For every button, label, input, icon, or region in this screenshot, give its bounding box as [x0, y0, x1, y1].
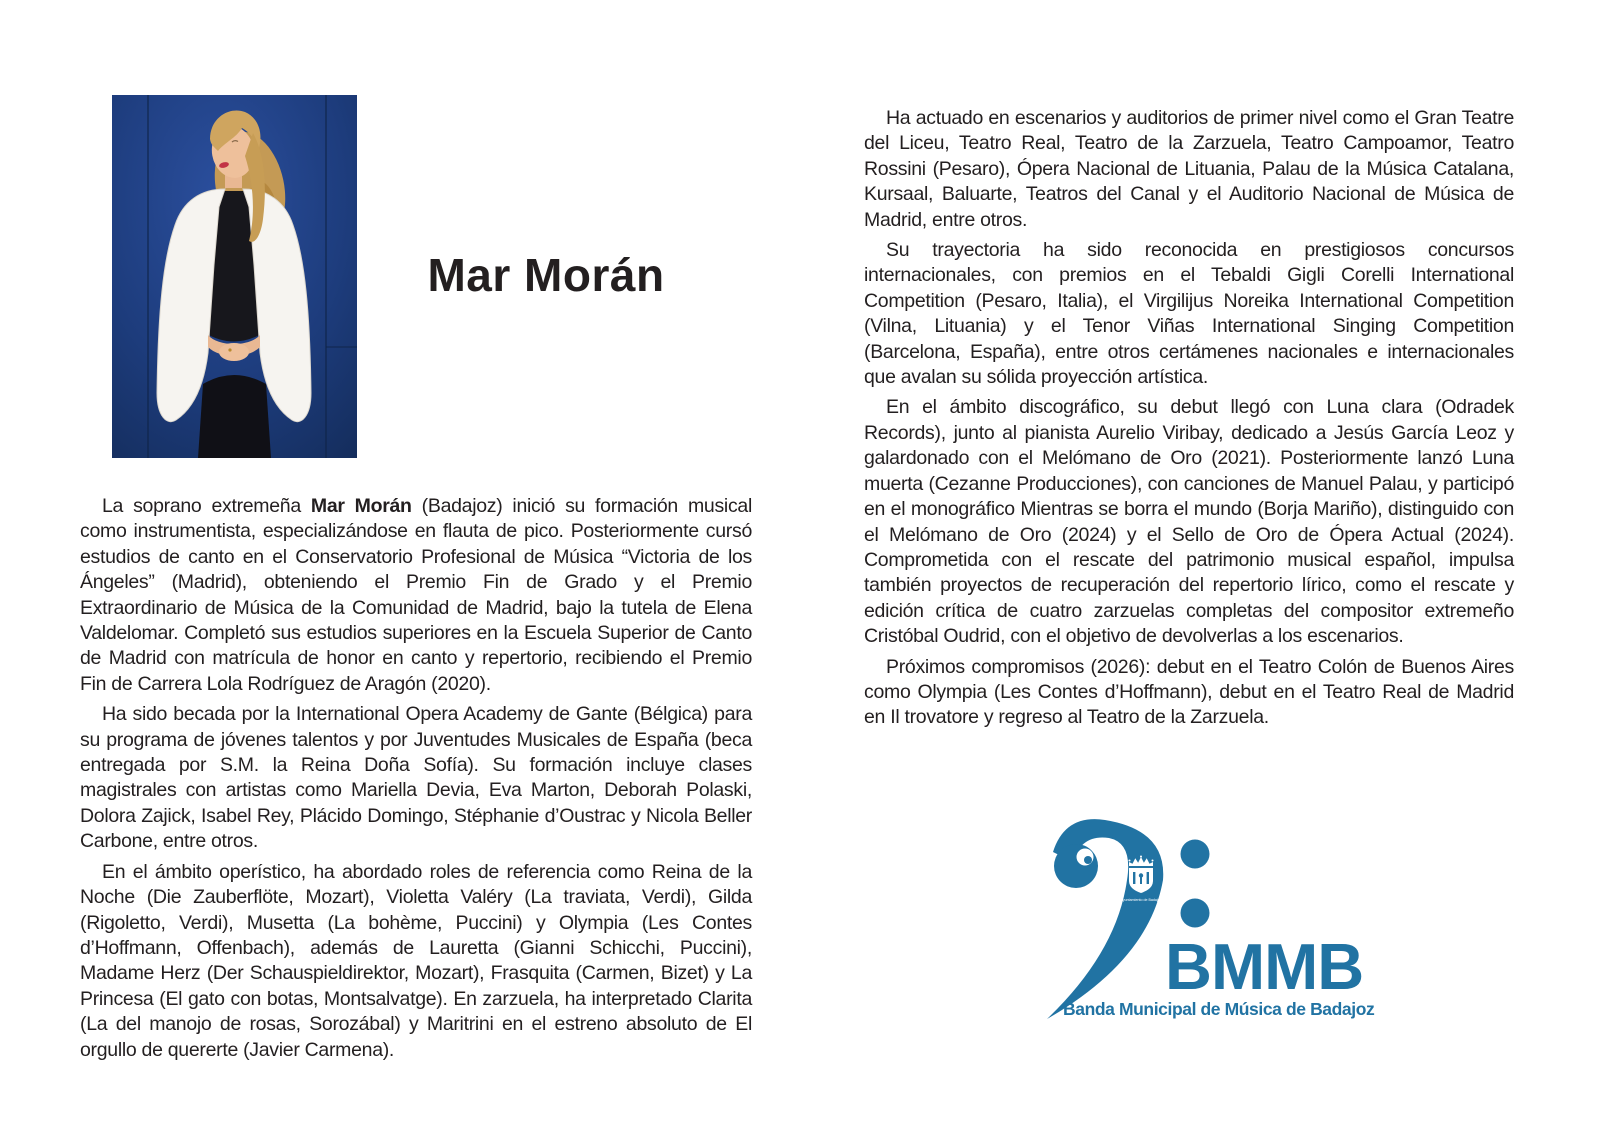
bio-paragraph-4: Ha actuado en escenarios y auditorios de primer nivel como el Gran Teatre del Liceu, Teatro Real, Teatro de la Zarzuela, Teatro Campoamor, Teatro Rossini (Pesaro), Ópera Nacional de Lituania, Palau de la Música Catalana, Kursaal, Baluarte, Teatros del Canal y el Auditorio Nacional de Música de Madrid, entre otros.	[864, 107, 1514, 231]
bio-paragraph-3: En el ámbito operístico, ha abordado roles de referencia como Reina de la Noche (Die Zauberflöte, Mozart), Violetta Valéry (La traviata, Verdi), Gilda (Rigoletto, Verdi), Musetta (La bohème, Puccini) y Olympia (Les Contes d’Hoffmann, Offenbach), además de Lauretta (Gianni Schicchi, Puccini), Madame Herz (Der Schauspieldirektor, Mozart), Frasquita (Carmen, Bizet) y La Princesa (El gato con botas, Montsalvatge). En zarzuela, ha interpretado Clarita (La del manojo de rosas, Sorozábal) y Maritrini en el estreno absoluto de El orgullo de quererte (Javier Carmena).	[80, 860, 752, 1061]
page-title: Mar Morán	[427, 249, 665, 301]
bio-p1-lead: La soprano extremeña	[102, 495, 311, 517]
bio-paragraph-7: Próximos compromisos (2026): debut en el Teatro Colón de Buenos Aires como Olympia (Les Contes d’Hoffmann), debut en el Teatro Real de Madrid en Il trovatore y regreso al Teatro de la Zarzuela.	[864, 655, 1514, 729]
clef-dot-top	[1181, 840, 1210, 869]
bio-paragraph-1	[80, 494, 752, 697]
bio-paragraph-6: En el ámbito discográfico, su debut llegó con Luna clara (Odradek Records), junto al pianista Aurelio Viribay, dedicado a Jesús García Leoz y galardonado con el Melómano de Oro (2021). Posteriormente lanzó Luna muerta (Cezanne Producciones), con canciones de Manuel Palau, y participó en el monográfico Mientras se borra el mundo (Borja Mariño), distinguido con el Melómano de Oro (2024) y el Sello de Oro de Ópera Actual (2024). Comprometida con el rescate del patrimonio musical español, impulsa también proyectos de recuperación del repertorio lírico, como el rescate y edición crítica de cuatro zarzuelas completas del compositor extremeño Cristóbal Oudrid, con el objetivo de devolverlas a los escenarios.	[864, 396, 1514, 648]
logo-acronym: BMMB	[1165, 930, 1364, 1003]
artist-name-bold: Mar Morán	[310, 495, 412, 517]
crest-caption: Ayuntamiento de Badajoz	[1120, 898, 1162, 902]
right-column	[864, 106, 1514, 736]
left-column	[80, 494, 752, 1068]
bio-paragraph-2: Ha sido becada por la International Opera Academy de Gante (Bélgica) para su programa de jóvenes talentos y por Juventudes Musicales de España (beca entregada por S.M. la Reina Doña Sofía). Su formación incluye clases magistrales con artistas como Mariella Devia, Eva Marton, Deborah Polaski, Dolora Zajick, Isabel Rey, Plácido Domingo, Stéphanie d’Oustrac y Nicola Beller Carbone, entre otros.	[80, 703, 752, 853]
artist-photo	[112, 95, 357, 458]
bmmb-logo	[1037, 816, 1457, 1046]
bio-p1-rest: (Badajoz) inició su formación musical como instrumentista, especializándose en flauta de pico. Posteriormente cursó estudios de canto en el Conservatorio Profesional de Música “Victoria de los Ángeles” (Madrid), obteniendo el Premio Fin de Grado y el Premio Extraordinario de Música de la Comunidad de Madrid, bajo la tutela de Elena Valdelomar. Completó sus estudios superiores en la Escuela Superior de Canto de Madrid con matrícula de honor en canto y repertorio, recibiendo el Premio Fin de Carrera Lola Rodríguez de Aragón (2020).	[80, 495, 752, 695]
logo-tagline: Banda Municipal de Música de Badajoz	[1063, 999, 1375, 1019]
bio-paragraph-5: Su trayectoria ha sido reconocida en prestigiosos concursos internacionales, con premios en el Tebaldi Gigli Corelli International Competition (Pesaro, Italia), el Virgilijus Noreika International Competition (Vilna, Lituania) y el Tenor Viñas International Singing Competition (Barcelona, España), entre otros certámenes nacionales e internacionales que avalan su sólida proyección artística.	[864, 239, 1514, 389]
artist-photo-illustration	[112, 95, 357, 458]
clef-dot-bottom	[1181, 899, 1210, 928]
